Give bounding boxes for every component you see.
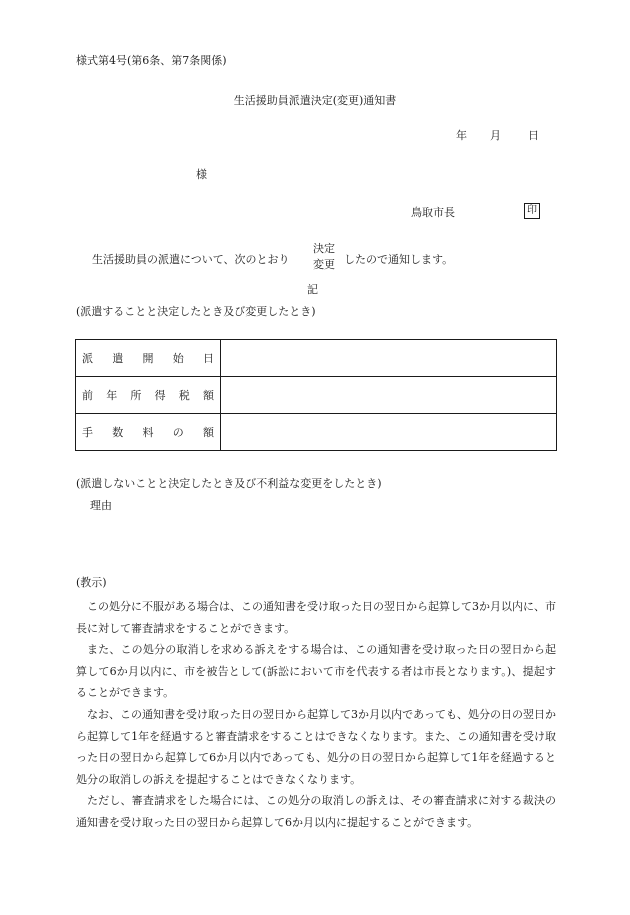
date-day: 日 <box>528 129 539 142</box>
table-row <box>76 414 557 451</box>
notice-body <box>76 596 556 834</box>
row-value-dispatch-start <box>221 340 557 377</box>
table-row <box>76 340 557 377</box>
form-number: 様式第4号(第6条、第7条関係) <box>76 54 227 67</box>
date-year: 年 <box>456 129 467 142</box>
row-value-income-tax <box>221 377 557 414</box>
row-label: 派遣開始日 <box>76 340 221 377</box>
intro-text-before: 生活援助員の派遣について、次のとおり <box>92 253 290 266</box>
choice-decision: 決定 <box>313 242 335 255</box>
row-label: 前年所得税額 <box>76 377 221 414</box>
addressee-suffix: 様 <box>196 168 207 181</box>
sender-name: 鳥取市長 <box>411 206 455 219</box>
section-approved-heading: (派遣することと決定したとき及び変更したとき) <box>76 305 316 318</box>
seal-mark: 印 <box>524 203 540 219</box>
notice-paragraph: また、この処分の取消しを求める訴えをする場合は、この通知書を受け取った日の翌日から起算して6か月以内に、市を被告として(訴訟において市を代表する者は市長となります。)、提起することができます。 <box>76 643 556 700</box>
document-title: 生活援助員派遣決定(変更)通知書 <box>233 94 397 107</box>
ki-heading: 記 <box>307 283 318 296</box>
date-line <box>456 127 539 143</box>
row-label: 手数料の額 <box>76 414 221 451</box>
reason-label: 理由 <box>90 499 112 512</box>
date-month: 月 <box>490 129 501 142</box>
notice-paragraph: この処分に不服がある場合は、この通知書を受け取った日の翌日から起算して3か月以内に、市長に対して審査請求をすることができます。 <box>76 600 556 635</box>
section-denied-heading: (派遣しないことと決定したとき及び不利益な変更をしたとき) <box>76 477 382 490</box>
intro-text-after: したので通知します。 <box>344 253 454 266</box>
row-value-fee <box>221 414 557 451</box>
details-table <box>75 339 557 451</box>
notice-paragraph: なお、この通知書を受け取った日の翌日から起算して3か月以内であっても、処分の日の翌日から起算して1年を経過すると審査請求をすることはできなくなります。また、この通知書を受け取った日の翌日から起算して6か月以内であっても、処分の日の翌日から起算して1年を経過すると処分の取消しの訴えを提起することはできなくなります。 <box>76 707 556 786</box>
notice-paragraph: ただし、審査請求をした場合には、この処分の取消しの訴えは、その審査請求に対する裁決の通知書を受け取った日の翌日から起算して6か月以内に提起することができます。 <box>76 794 556 829</box>
notice-heading: (教示) <box>76 576 107 589</box>
decision-choice <box>313 241 335 273</box>
table-row <box>76 377 557 414</box>
choice-change: 変更 <box>313 258 335 271</box>
